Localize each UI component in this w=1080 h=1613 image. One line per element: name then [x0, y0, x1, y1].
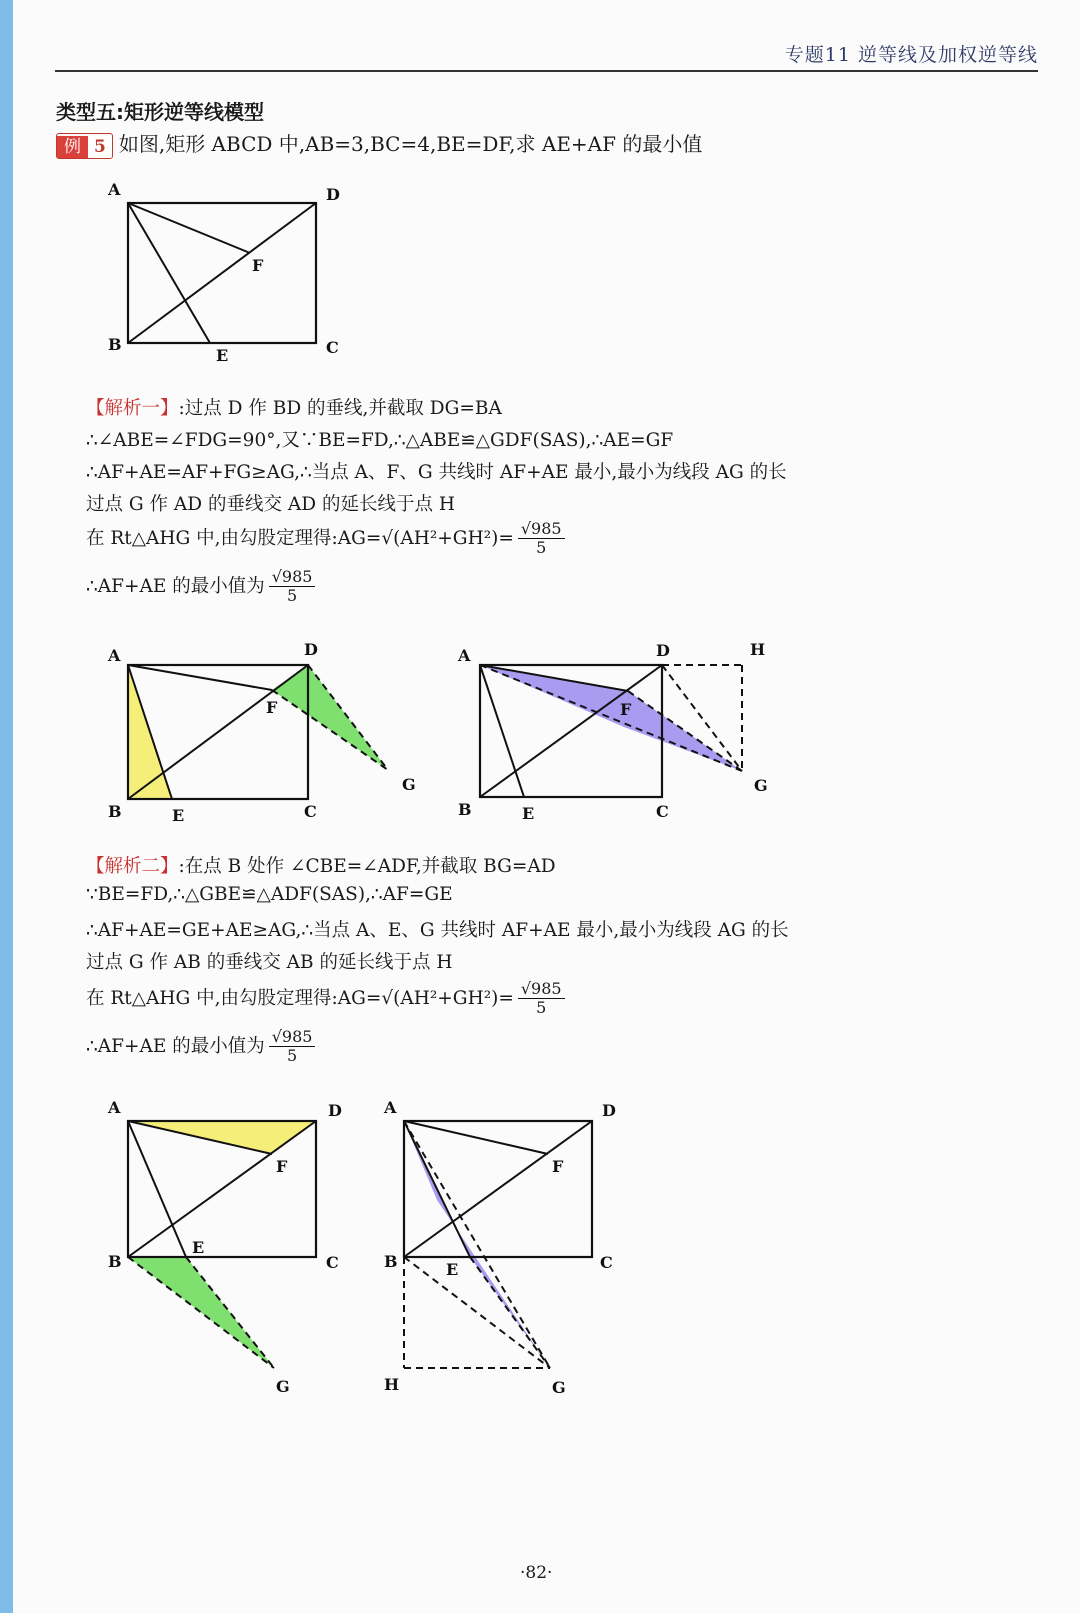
example-badge-number: 5 [88, 136, 112, 158]
sol2-line2: ∵BE=FD,∴△GBE≌△ADF(SAS),∴AF=GE [86, 884, 453, 905]
sol1-answer-fraction: $\frac{√985}{5}$ [269, 568, 316, 606]
sol1-line3: ∴AF+AE=AF+FG≥AG,∴当点 A、F、G 共线时 AF+AE 最小,最小为线段 AG 的长 [86, 462, 787, 483]
fig3-label-c: C [656, 802, 669, 821]
fig2-label-b: B [108, 802, 122, 821]
fig3-label-a: A [458, 646, 471, 665]
fig5-label-d: D [602, 1101, 616, 1120]
figure-main [100, 175, 360, 370]
fig5-label-h: H [384, 1375, 400, 1394]
fig1-label-a: A [108, 180, 121, 199]
fig5-label-c: C [600, 1253, 613, 1272]
fig5-label-e: E [446, 1260, 459, 1279]
fig5-label-g: G [552, 1378, 566, 1397]
fig1-label-b: B [108, 335, 122, 354]
sol2-line6: ∴AF+AE 的最小值为 $\frac{√985}{5}$ [86, 1028, 315, 1066]
fig4-label-d: D [328, 1101, 342, 1120]
example-badge-label: 例 [57, 136, 88, 158]
sol2-line3: ∴AF+AE=GE+AE≥AG,∴当点 A、E、G 共线时 AF+AE 最小,最小为线段 AG 的长 [86, 920, 789, 941]
sol2-answer-fraction: $\frac{√985}{5}$ [269, 1028, 316, 1066]
fig1-label-e: E [216, 346, 229, 365]
fig2-label-g: G [402, 775, 416, 794]
sol2-line4: 过点 G 作 AB 的垂线交 AB 的延长线于点 H [86, 952, 453, 973]
figure-solution1-congruent [100, 635, 430, 830]
sol2-fraction: $\frac{√985}{5}$ [518, 980, 565, 1018]
fig4-label-a: A [108, 1098, 121, 1117]
sol1-fraction: $\frac{√985}{5}$ [518, 520, 565, 558]
fig1-label-f: F [252, 256, 264, 275]
fig2-label-c: C [304, 802, 317, 821]
fig3-label-d: D [656, 641, 670, 660]
fig4-label-b: B [108, 1252, 122, 1271]
sol1-line4: 过点 G 作 AD 的垂线交 AD 的延长线于点 H [86, 494, 455, 515]
fig3-label-e: E [522, 804, 535, 823]
fig2-label-e: E [172, 806, 185, 825]
fig4-label-e: E [192, 1238, 205, 1257]
fig2-label-a: A [108, 646, 121, 665]
fig3-label-h: H [750, 640, 766, 659]
fig5-label-a: A [384, 1098, 397, 1117]
example-badge [56, 133, 113, 159]
fig3-label-f: F [620, 700, 632, 719]
fig2-label-f: F [266, 698, 278, 717]
fig4-label-c: C [326, 1253, 339, 1272]
sol1-line2: ∴∠ABE=∠FDG=90°,又∵BE=FD,∴△ABE≌△GDF(SAS),∴AE=GF [86, 430, 674, 451]
fig1-label-c: C [326, 338, 339, 357]
sol1-line6: ∴AF+AE 的最小值为 $\frac{√985}{5}$ [86, 568, 315, 606]
page-number: ·82· [520, 1563, 553, 1583]
sol1-line5: 在 Rt△AHG 中,由勾股定理得:AG=√(AH²+GH²)= $\frac{√985}{5}$ [86, 520, 565, 558]
fig4-label-f: F [276, 1157, 288, 1176]
section-title: 类型五:矩形逆等线模型 [56, 100, 264, 124]
left-margin-bar [0, 0, 13, 1613]
header-title: 专题11 逆等线及加权逆等线 [784, 44, 1038, 66]
sol1-line1: 【解析一】:过点 D 作 BD 的垂线,并截取 DG=BA [86, 398, 502, 419]
figure-solution2-congruent [100, 1095, 360, 1405]
fig5-label-b: B [384, 1252, 398, 1271]
sol1-tag: 【解析一】 [86, 398, 179, 419]
example-text: 如图,矩形 ABCD 中,AB=3,BC=4,BE=DF,求 AE+AF 的最小值 [118, 132, 703, 156]
figure-solution1-collinear [450, 635, 790, 830]
sol2-line1: 【解析二】:在点 B 处作 ∠CBE=∠ADF,并截取 BG=AD [86, 856, 556, 877]
fig2-label-d: D [304, 640, 318, 659]
sol2-tag: 【解析二】 [86, 856, 179, 877]
fig5-label-f: F [552, 1157, 564, 1176]
fig3-label-g: G [754, 776, 768, 795]
fig4-label-g: G [276, 1377, 290, 1396]
sol2-line5: 在 Rt△AHG 中,由勾股定理得:AG=√(AH²+GH²)= $\frac{√985}{5}$ [86, 980, 565, 1018]
header-rule [55, 70, 1038, 72]
example-statement [56, 128, 702, 159]
figure-solution2-collinear [380, 1095, 640, 1405]
fig1-label-d: D [326, 185, 340, 204]
fig3-label-b: B [458, 800, 472, 819]
